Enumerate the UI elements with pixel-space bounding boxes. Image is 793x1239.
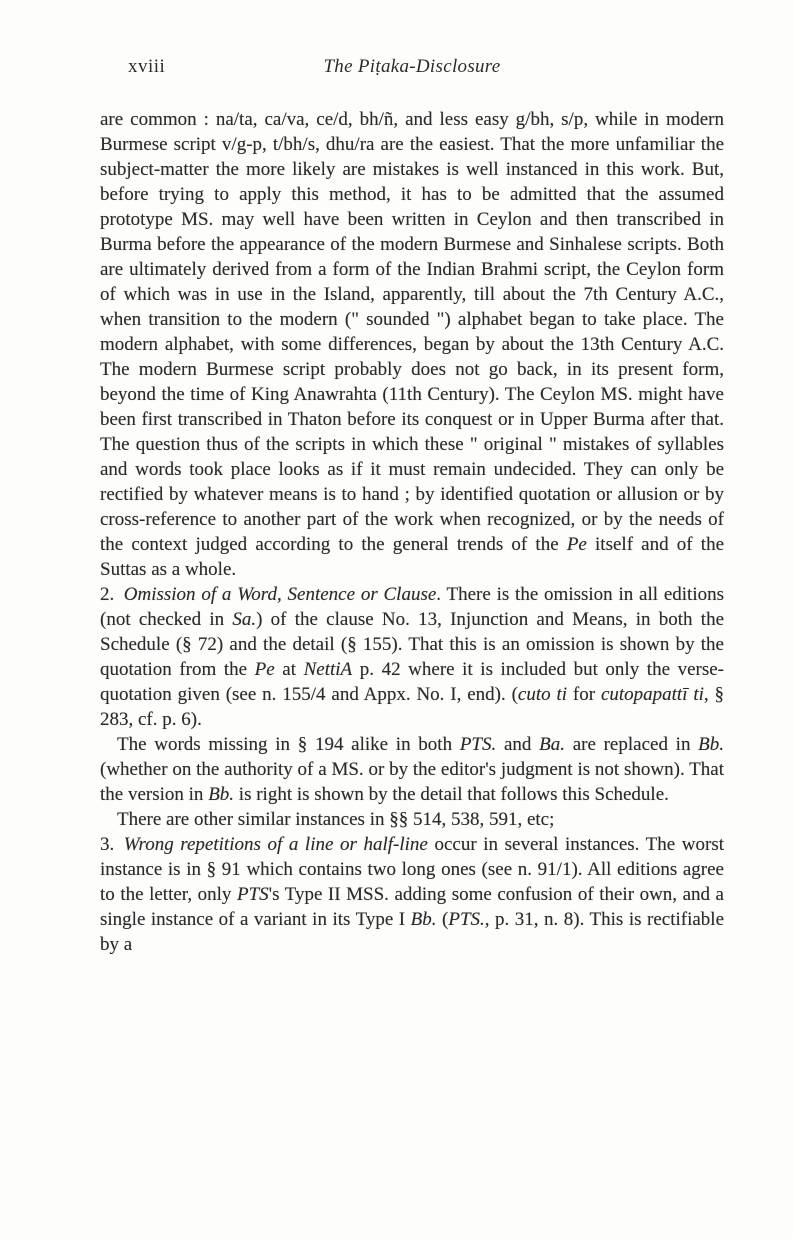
- page-number: xviii: [128, 56, 166, 77]
- page-body: [100, 107, 724, 957]
- running-title: The Piṭaka-Disclosure: [323, 56, 501, 77]
- paragraph-continuation: are common : na/ta, ca/va, ce/d, bh/ñ, and less easy g/bh, s/p, while in modern Burmese script v/g-p, t/bh/s, dhu/ra are the easiest. That the more unfamiliar the subject-matter the more likely are mistakes is well instanced in this work. But, before trying to apply this method, it has to be admitted that the assumed prototype MS. may well have been written in Ceylon and then transcribed in Burma before the appearance of the modern Burmese and Sinhalese scripts. Both are ultimately derived from a form of the Indian Brahmi script, the Ceylon form of which was in use in the Island, apparently, till about the 7th Century A.C., when transition to the modern (" sounded ") alphabet began to take place. The modern alphabet, with some differences, began by about the 13th Century A.C. The modern Burmese script probably does not go back, in its present form, beyond the time of King Anawrahta (11th Century). The Ceylon MS. might have been first transcribed in Thaton before its conquest or in Upper Burma after that. The question thus of the scripts in which these " original " mistakes of syllables and words took place looks as if it must remain undecided. They can only be rectified by whatever means is to hand ; by identified quotation or allusion or by cross-reference to another part of the work when recognized, or by the needs of the context judged according to the general trends of the Pe itself and of the Suttas as a whole.: [100, 109, 724, 580]
- page-header: [100, 56, 724, 82]
- paragraph-item-3-wrong-repetitions: 3. Wrong repetitions of a line or half-line occur in several instances. The worst instance is in § 91 which contains two long ones (see n. 91/1). All editions agree to the letter, only PTS's Type II MSS. adding some confusion of their own, and a single instance of a variant in its Type I Bb. (PTS., p. 31, n. 8). This is rectifiable by a: [100, 834, 725, 955]
- paragraph-words-missing: The words missing in § 194 alike in both PTS. and Ba. are replaced in Bb. (whether on the authority of a MS. or by the editor's judgment is not shown). That the version in Bb. is right is shown by the detail that follows this Schedule.: [100, 734, 725, 805]
- paragraph-item-2-omission: 2. Omission of a Word, Sentence or Clause. There is the omission in all editions (not checked in Sa.) of the clause No. 13, Injunction and Means, in both the Schedule (§ 72) and the detail (§ 155). That this is an omission is shown by the quotation from the Pe at NettiA p. 42 where it is included but only the verse-quotation given (see n. 155/4 and Appx. No. I, end). (cuto ti for cutopapattī ti, § 283, cf. p. 6).: [100, 584, 725, 730]
- paragraph-other-instances: There are other similar instances in §§ 514, 538, 591, etc;: [117, 809, 555, 830]
